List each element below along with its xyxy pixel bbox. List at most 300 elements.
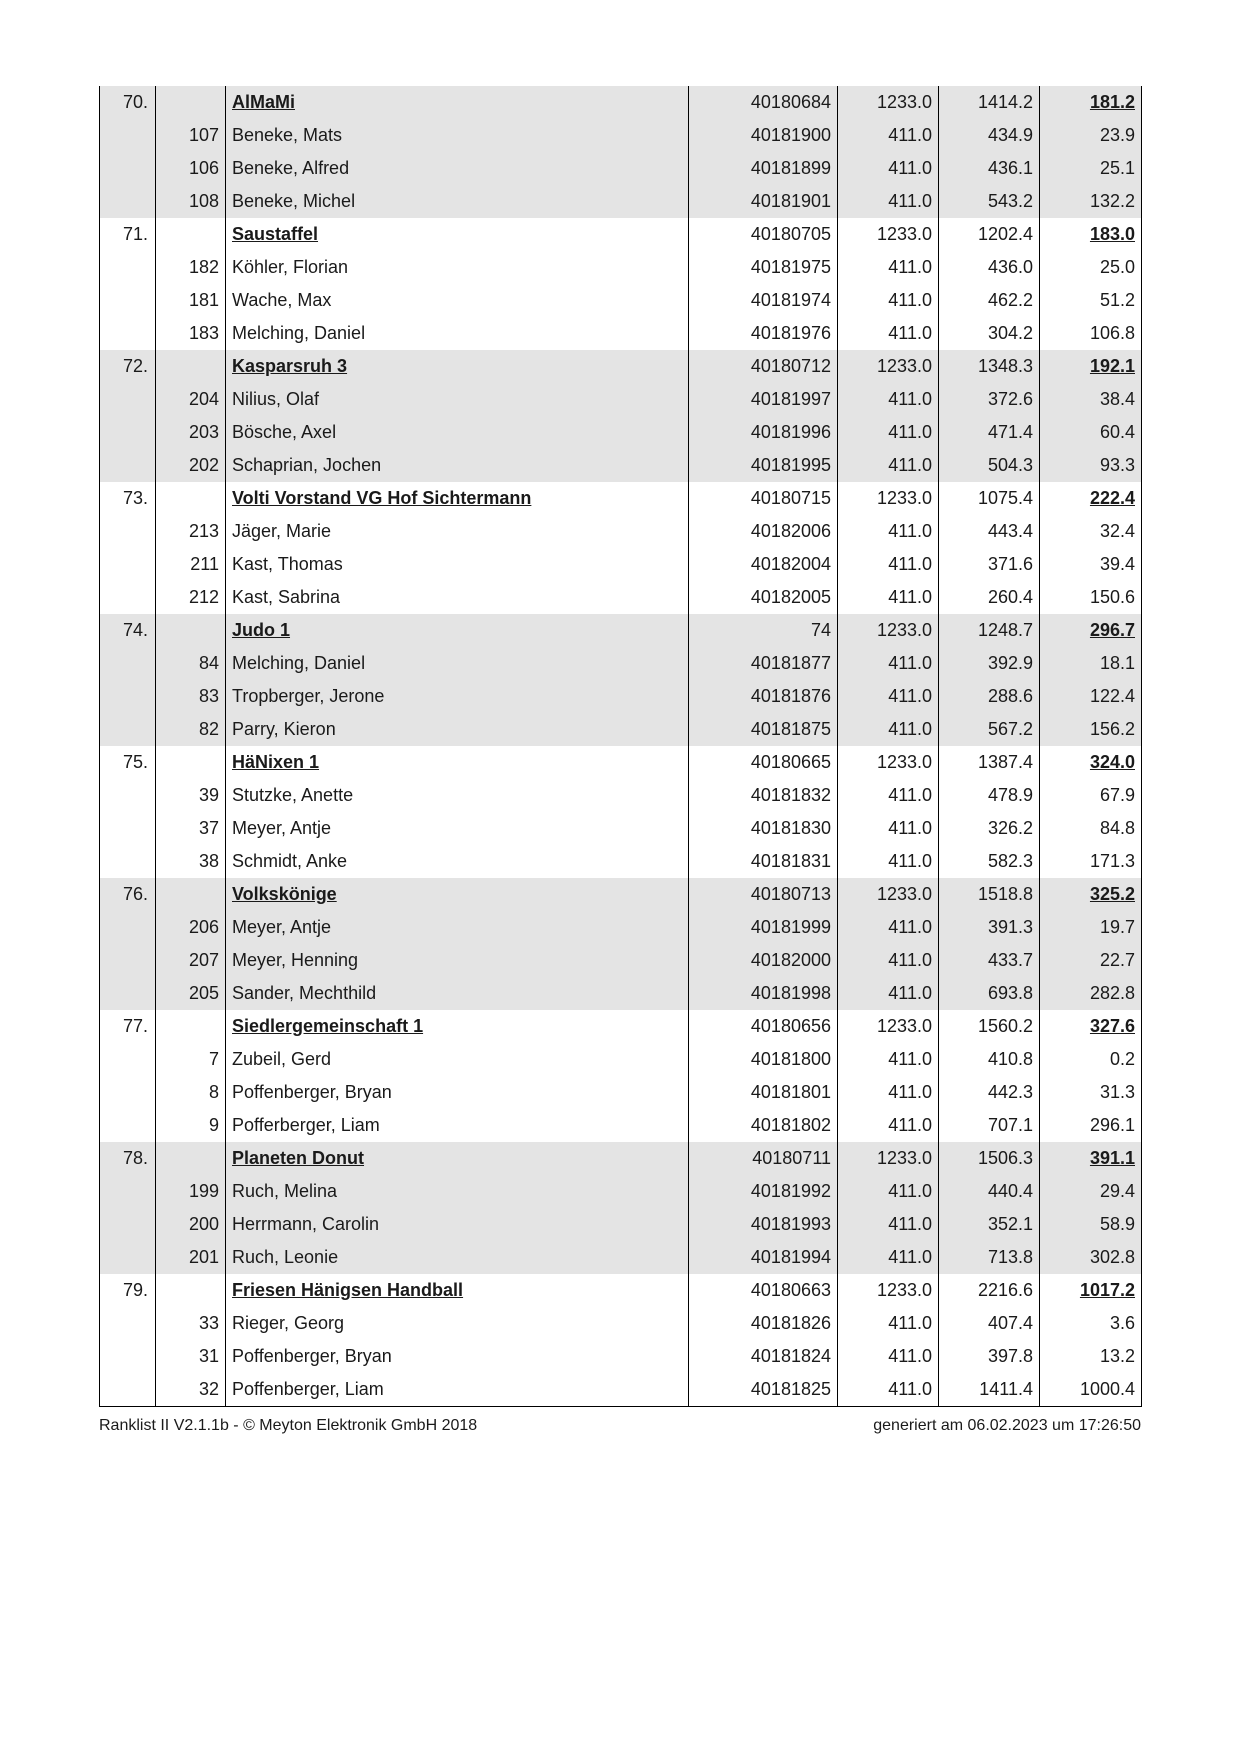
member-id-cell: 40181802 <box>689 1109 838 1142</box>
team-result-value-cell: 1506.3 <box>939 1142 1040 1175</box>
member-number-cell: 200 <box>156 1208 226 1241</box>
member-row <box>100 1307 1142 1340</box>
member-result-value-cell: 410.8 <box>939 1043 1040 1076</box>
member-target-value-cell: 411.0 <box>838 284 939 317</box>
ranklist-table <box>99 86 1142 1407</box>
member-name-cell: Melching, Daniel <box>226 317 689 350</box>
team-result-value-cell: 1202.4 <box>939 218 1040 251</box>
member-row <box>100 383 1142 416</box>
team-id-cell: 40180684 <box>689 86 838 119</box>
member-number-cell: 38 <box>156 845 226 878</box>
member-target-value-cell: 411.0 <box>838 812 939 845</box>
member-result-value-cell: 543.2 <box>939 185 1040 218</box>
member-target-value-cell: 411.0 <box>838 383 939 416</box>
member-number-cell: 31 <box>156 1340 226 1373</box>
team-row <box>100 218 1142 251</box>
member-id-cell: 40181801 <box>689 1076 838 1109</box>
member-row <box>100 779 1142 812</box>
member-deviation-cell: 150.6 <box>1040 581 1142 614</box>
member-id-cell: 40181997 <box>689 383 838 416</box>
member-rank-cell <box>100 713 156 746</box>
member-row <box>100 713 1142 746</box>
member-result-value-cell: 288.6 <box>939 680 1040 713</box>
member-rank-cell <box>100 1109 156 1142</box>
member-name-cell: Schmidt, Anke <box>226 845 689 878</box>
team-result-value-cell: 1387.4 <box>939 746 1040 779</box>
member-rank-cell <box>100 647 156 680</box>
member-result-value-cell: 713.8 <box>939 1241 1040 1274</box>
member-id-cell: 40181976 <box>689 317 838 350</box>
member-number-cell: 37 <box>156 812 226 845</box>
member-result-value-cell: 471.4 <box>939 416 1040 449</box>
member-number-cell: 202 <box>156 449 226 482</box>
member-deviation-cell: 18.1 <box>1040 647 1142 680</box>
member-id-cell: 40181901 <box>689 185 838 218</box>
member-rank-cell <box>100 1043 156 1076</box>
member-row <box>100 1175 1142 1208</box>
member-name-cell: Poffenberger, Bryan <box>226 1076 689 1109</box>
team-name-cell: Judo 1 <box>226 614 689 647</box>
member-number-cell: 82 <box>156 713 226 746</box>
member-target-value-cell: 411.0 <box>838 119 939 152</box>
member-result-value-cell: 693.8 <box>939 977 1040 1010</box>
team-row <box>100 1274 1142 1307</box>
member-name-cell: Nilius, Olaf <box>226 383 689 416</box>
member-name-cell: Stutzke, Anette <box>226 779 689 812</box>
team-rank-cell: 72. <box>100 350 156 383</box>
team-id-cell: 40180712 <box>689 350 838 383</box>
team-result-value-cell: 1560.2 <box>939 1010 1040 1043</box>
member-rank-cell <box>100 383 156 416</box>
member-target-value-cell: 411.0 <box>838 548 939 581</box>
member-id-cell: 40181998 <box>689 977 838 1010</box>
member-rank-cell <box>100 845 156 878</box>
member-deviation-cell: 29.4 <box>1040 1175 1142 1208</box>
member-id-cell: 40181995 <box>689 449 838 482</box>
member-name-cell: Bösche, Axel <box>226 416 689 449</box>
member-result-value-cell: 504.3 <box>939 449 1040 482</box>
team-name-cell: HäNixen 1 <box>226 746 689 779</box>
member-row <box>100 1076 1142 1109</box>
team-deviation-cell: 296.7 <box>1040 614 1142 647</box>
member-number-cell: 181 <box>156 284 226 317</box>
team-number-cell <box>156 1010 226 1043</box>
member-number-cell: 39 <box>156 779 226 812</box>
member-row <box>100 1043 1142 1076</box>
team-name-cell: Kasparsruh 3 <box>226 350 689 383</box>
member-row <box>100 812 1142 845</box>
team-deviation-cell: 391.1 <box>1040 1142 1142 1175</box>
member-deviation-cell: 60.4 <box>1040 416 1142 449</box>
team-target-value-cell: 1233.0 <box>838 218 939 251</box>
member-rank-cell <box>100 152 156 185</box>
member-result-value-cell: 443.4 <box>939 515 1040 548</box>
member-result-value-cell: 407.4 <box>939 1307 1040 1340</box>
member-row <box>100 152 1142 185</box>
member-rank-cell <box>100 1307 156 1340</box>
member-rank-cell <box>100 449 156 482</box>
member-deviation-cell: 122.4 <box>1040 680 1142 713</box>
member-name-cell: Ruch, Melina <box>226 1175 689 1208</box>
member-result-value-cell: 392.9 <box>939 647 1040 680</box>
member-name-cell: Beneke, Alfred <box>226 152 689 185</box>
team-rank-cell: 79. <box>100 1274 156 1307</box>
team-target-value-cell: 1233.0 <box>838 614 939 647</box>
member-id-cell: 40181877 <box>689 647 838 680</box>
member-name-cell: Ruch, Leonie <box>226 1241 689 1274</box>
member-deviation-cell: 132.2 <box>1040 185 1142 218</box>
member-row <box>100 1241 1142 1274</box>
member-deviation-cell: 51.2 <box>1040 284 1142 317</box>
member-row <box>100 911 1142 944</box>
page-footer <box>99 1417 1141 1441</box>
member-result-value-cell: 1411.4 <box>939 1373 1040 1407</box>
member-target-value-cell: 411.0 <box>838 185 939 218</box>
member-target-value-cell: 411.0 <box>838 449 939 482</box>
team-target-value-cell: 1233.0 <box>838 482 939 515</box>
member-deviation-cell: 156.2 <box>1040 713 1142 746</box>
member-id-cell: 40181825 <box>689 1373 838 1407</box>
team-name-cell: Saustaffel <box>226 218 689 251</box>
member-name-cell: Parry, Kieron <box>226 713 689 746</box>
member-target-value-cell: 411.0 <box>838 713 939 746</box>
member-target-value-cell: 411.0 <box>838 1340 939 1373</box>
member-deviation-cell: 282.8 <box>1040 977 1142 1010</box>
member-number-cell: 204 <box>156 383 226 416</box>
team-deviation-cell: 181.2 <box>1040 86 1142 119</box>
member-result-value-cell: 436.0 <box>939 251 1040 284</box>
member-number-cell: 206 <box>156 911 226 944</box>
member-rank-cell <box>100 185 156 218</box>
team-name-cell: Volti Vorstand VG Hof Sichtermann <box>226 482 689 515</box>
member-target-value-cell: 411.0 <box>838 1109 939 1142</box>
member-number-cell: 83 <box>156 680 226 713</box>
member-deviation-cell: 93.3 <box>1040 449 1142 482</box>
member-row <box>100 977 1142 1010</box>
team-target-value-cell: 1233.0 <box>838 746 939 779</box>
member-row <box>100 449 1142 482</box>
member-number-cell: 107 <box>156 119 226 152</box>
member-deviation-cell: 302.8 <box>1040 1241 1142 1274</box>
team-deviation-cell: 325.2 <box>1040 878 1142 911</box>
team-result-value-cell: 1248.7 <box>939 614 1040 647</box>
member-name-cell: Beneke, Mats <box>226 119 689 152</box>
member-number-cell: 84 <box>156 647 226 680</box>
member-result-value-cell: 397.8 <box>939 1340 1040 1373</box>
member-id-cell: 40181832 <box>689 779 838 812</box>
team-name-cell: Friesen Hänigsen Handball <box>226 1274 689 1307</box>
member-number-cell: 203 <box>156 416 226 449</box>
member-rank-cell <box>100 1373 156 1407</box>
team-deviation-cell: 327.6 <box>1040 1010 1142 1043</box>
member-row <box>100 680 1142 713</box>
member-id-cell: 40182005 <box>689 581 838 614</box>
member-result-value-cell: 304.2 <box>939 317 1040 350</box>
member-rank-cell <box>100 911 156 944</box>
member-target-value-cell: 411.0 <box>838 515 939 548</box>
member-rank-cell <box>100 1076 156 1109</box>
member-deviation-cell: 25.1 <box>1040 152 1142 185</box>
member-id-cell: 40181800 <box>689 1043 838 1076</box>
member-rank-cell <box>100 779 156 812</box>
member-number-cell: 7 <box>156 1043 226 1076</box>
member-id-cell: 40181974 <box>689 284 838 317</box>
member-name-cell: Sander, Mechthild <box>226 977 689 1010</box>
team-rank-cell: 76. <box>100 878 156 911</box>
team-row <box>100 482 1142 515</box>
team-number-cell <box>156 614 226 647</box>
member-row <box>100 548 1142 581</box>
member-deviation-cell: 296.1 <box>1040 1109 1142 1142</box>
team-result-value-cell: 1348.3 <box>939 350 1040 383</box>
member-rank-cell <box>100 812 156 845</box>
team-result-value-cell: 1518.8 <box>939 878 1040 911</box>
member-target-value-cell: 411.0 <box>838 1208 939 1241</box>
team-target-value-cell: 1233.0 <box>838 350 939 383</box>
team-id-cell: 40180713 <box>689 878 838 911</box>
member-id-cell: 40181975 <box>689 251 838 284</box>
member-rank-cell <box>100 548 156 581</box>
member-result-value-cell: 433.7 <box>939 944 1040 977</box>
member-result-value-cell: 260.4 <box>939 581 1040 614</box>
member-deviation-cell: 13.2 <box>1040 1340 1142 1373</box>
member-name-cell: Kast, Thomas <box>226 548 689 581</box>
member-deviation-cell: 58.9 <box>1040 1208 1142 1241</box>
member-id-cell: 40181992 <box>689 1175 838 1208</box>
member-deviation-cell: 0.2 <box>1040 1043 1142 1076</box>
member-name-cell: Poffenberger, Liam <box>226 1373 689 1407</box>
member-name-cell: Beneke, Michel <box>226 185 689 218</box>
member-row <box>100 1109 1142 1142</box>
member-name-cell: Poffenberger, Bryan <box>226 1340 689 1373</box>
member-deviation-cell: 25.0 <box>1040 251 1142 284</box>
member-id-cell: 40181830 <box>689 812 838 845</box>
member-target-value-cell: 411.0 <box>838 416 939 449</box>
member-result-value-cell: 352.1 <box>939 1208 1040 1241</box>
member-id-cell: 40181875 <box>689 713 838 746</box>
footer-generated-timestamp: generiert am 06.02.2023 um 17:26:50 <box>873 1417 1141 1434</box>
member-target-value-cell: 411.0 <box>838 1043 939 1076</box>
member-target-value-cell: 411.0 <box>838 944 939 977</box>
member-number-cell: 33 <box>156 1307 226 1340</box>
member-row <box>100 251 1142 284</box>
team-number-cell <box>156 218 226 251</box>
member-row <box>100 284 1142 317</box>
team-number-cell <box>156 1274 226 1307</box>
member-number-cell: 201 <box>156 1241 226 1274</box>
member-deviation-cell: 22.7 <box>1040 944 1142 977</box>
member-id-cell: 40181993 <box>689 1208 838 1241</box>
team-deviation-cell: 222.4 <box>1040 482 1142 515</box>
team-rank-cell: 74. <box>100 614 156 647</box>
member-deviation-cell: 23.9 <box>1040 119 1142 152</box>
team-rank-cell: 71. <box>100 218 156 251</box>
member-id-cell: 40181824 <box>689 1340 838 1373</box>
member-row <box>100 845 1142 878</box>
ranklist-sheet <box>99 86 1141 1407</box>
member-number-cell: 8 <box>156 1076 226 1109</box>
team-row <box>100 1010 1142 1043</box>
member-deviation-cell: 31.3 <box>1040 1076 1142 1109</box>
member-row <box>100 1340 1142 1373</box>
member-result-value-cell: 440.4 <box>939 1175 1040 1208</box>
member-target-value-cell: 411.0 <box>838 977 939 1010</box>
member-result-value-cell: 434.9 <box>939 119 1040 152</box>
member-id-cell: 40181831 <box>689 845 838 878</box>
member-name-cell: Meyer, Antje <box>226 911 689 944</box>
member-name-cell: Melching, Daniel <box>226 647 689 680</box>
member-name-cell: Pofferberger, Liam <box>226 1109 689 1142</box>
member-target-value-cell: 411.0 <box>838 911 939 944</box>
member-deviation-cell: 19.7 <box>1040 911 1142 944</box>
team-number-cell <box>156 746 226 779</box>
member-name-cell: Meyer, Henning <box>226 944 689 977</box>
member-deviation-cell: 39.4 <box>1040 548 1142 581</box>
team-result-value-cell: 1414.2 <box>939 86 1040 119</box>
team-name-cell: Planeten Donut <box>226 1142 689 1175</box>
team-number-cell <box>156 482 226 515</box>
member-target-value-cell: 411.0 <box>838 581 939 614</box>
member-rank-cell <box>100 251 156 284</box>
member-name-cell: Zubeil, Gerd <box>226 1043 689 1076</box>
team-name-cell: Siedlergemeinschaft 1 <box>226 1010 689 1043</box>
team-target-value-cell: 1233.0 <box>838 878 939 911</box>
member-result-value-cell: 372.6 <box>939 383 1040 416</box>
member-result-value-cell: 436.1 <box>939 152 1040 185</box>
team-result-value-cell: 2216.6 <box>939 1274 1040 1307</box>
member-result-value-cell: 582.3 <box>939 845 1040 878</box>
member-row <box>100 185 1142 218</box>
team-name-cell: AlMaMi <box>226 86 689 119</box>
member-rank-cell <box>100 1208 156 1241</box>
team-deviation-cell: 192.1 <box>1040 350 1142 383</box>
member-target-value-cell: 411.0 <box>838 1076 939 1109</box>
team-rank-cell: 78. <box>100 1142 156 1175</box>
member-target-value-cell: 411.0 <box>838 1175 939 1208</box>
team-id-cell: 40180665 <box>689 746 838 779</box>
member-number-cell: 205 <box>156 977 226 1010</box>
member-row <box>100 317 1142 350</box>
member-result-value-cell: 391.3 <box>939 911 1040 944</box>
team-rank-cell: 73. <box>100 482 156 515</box>
team-row <box>100 86 1142 119</box>
member-target-value-cell: 411.0 <box>838 845 939 878</box>
member-rank-cell <box>100 1241 156 1274</box>
team-row <box>100 1142 1142 1175</box>
member-result-value-cell: 478.9 <box>939 779 1040 812</box>
member-target-value-cell: 411.0 <box>838 1307 939 1340</box>
member-number-cell: 213 <box>156 515 226 548</box>
member-number-cell: 199 <box>156 1175 226 1208</box>
member-id-cell: 40182006 <box>689 515 838 548</box>
member-deviation-cell: 1000.4 <box>1040 1373 1142 1407</box>
member-target-value-cell: 411.0 <box>838 317 939 350</box>
member-rank-cell <box>100 515 156 548</box>
member-number-cell: 212 <box>156 581 226 614</box>
team-row <box>100 614 1142 647</box>
team-rank-cell: 75. <box>100 746 156 779</box>
member-result-value-cell: 442.3 <box>939 1076 1040 1109</box>
member-number-cell: 108 <box>156 185 226 218</box>
member-rank-cell <box>100 581 156 614</box>
team-id-cell: 40180705 <box>689 218 838 251</box>
member-result-value-cell: 371.6 <box>939 548 1040 581</box>
member-rank-cell <box>100 1340 156 1373</box>
member-target-value-cell: 411.0 <box>838 1373 939 1407</box>
member-target-value-cell: 411.0 <box>838 779 939 812</box>
member-id-cell: 40181899 <box>689 152 838 185</box>
member-deviation-cell: 84.8 <box>1040 812 1142 845</box>
team-rank-cell: 70. <box>100 86 156 119</box>
team-id-cell: 40180715 <box>689 482 838 515</box>
member-result-value-cell: 462.2 <box>939 284 1040 317</box>
team-target-value-cell: 1233.0 <box>838 1142 939 1175</box>
member-id-cell: 40181994 <box>689 1241 838 1274</box>
member-row <box>100 1208 1142 1241</box>
team-name-cell: Volkskönige <box>226 878 689 911</box>
team-number-cell <box>156 86 226 119</box>
member-id-cell: 40181826 <box>689 1307 838 1340</box>
member-result-value-cell: 707.1 <box>939 1109 1040 1142</box>
member-number-cell: 211 <box>156 548 226 581</box>
member-name-cell: Jäger, Marie <box>226 515 689 548</box>
ranklist-body <box>100 86 1142 1407</box>
member-deviation-cell: 171.3 <box>1040 845 1142 878</box>
member-result-value-cell: 567.2 <box>939 713 1040 746</box>
team-deviation-cell: 324.0 <box>1040 746 1142 779</box>
member-row <box>100 1373 1142 1407</box>
member-id-cell: 40181876 <box>689 680 838 713</box>
member-deviation-cell: 106.8 <box>1040 317 1142 350</box>
member-target-value-cell: 411.0 <box>838 680 939 713</box>
member-target-value-cell: 411.0 <box>838 647 939 680</box>
member-row <box>100 416 1142 449</box>
team-row <box>100 746 1142 779</box>
member-target-value-cell: 411.0 <box>838 1241 939 1274</box>
member-name-cell: Tropberger, Jerone <box>226 680 689 713</box>
team-row <box>100 350 1142 383</box>
member-deviation-cell: 32.4 <box>1040 515 1142 548</box>
member-id-cell: 40181900 <box>689 119 838 152</box>
member-name-cell: Meyer, Antje <box>226 812 689 845</box>
member-rank-cell <box>100 944 156 977</box>
member-result-value-cell: 326.2 <box>939 812 1040 845</box>
member-rank-cell <box>100 1175 156 1208</box>
team-deviation-cell: 183.0 <box>1040 218 1142 251</box>
footer-copyright: Ranklist II V2.1.1b - © Meyton Elektronik GmbH 2018 <box>99 1417 478 1434</box>
team-id-cell: 40180711 <box>689 1142 838 1175</box>
member-deviation-cell: 38.4 <box>1040 383 1142 416</box>
member-rank-cell <box>100 416 156 449</box>
member-deviation-cell: 3.6 <box>1040 1307 1142 1340</box>
member-number-cell: 32 <box>156 1373 226 1407</box>
team-id-cell: 74 <box>689 614 838 647</box>
member-row <box>100 581 1142 614</box>
member-name-cell: Herrmann, Carolin <box>226 1208 689 1241</box>
team-target-value-cell: 1233.0 <box>838 1274 939 1307</box>
member-rank-cell <box>100 284 156 317</box>
team-number-cell <box>156 1142 226 1175</box>
member-row <box>100 515 1142 548</box>
member-rank-cell <box>100 317 156 350</box>
team-deviation-cell: 1017.2 <box>1040 1274 1142 1307</box>
team-result-value-cell: 1075.4 <box>939 482 1040 515</box>
team-target-value-cell: 1233.0 <box>838 86 939 119</box>
member-rank-cell <box>100 977 156 1010</box>
member-id-cell: 40181996 <box>689 416 838 449</box>
member-row <box>100 119 1142 152</box>
team-number-cell <box>156 350 226 383</box>
